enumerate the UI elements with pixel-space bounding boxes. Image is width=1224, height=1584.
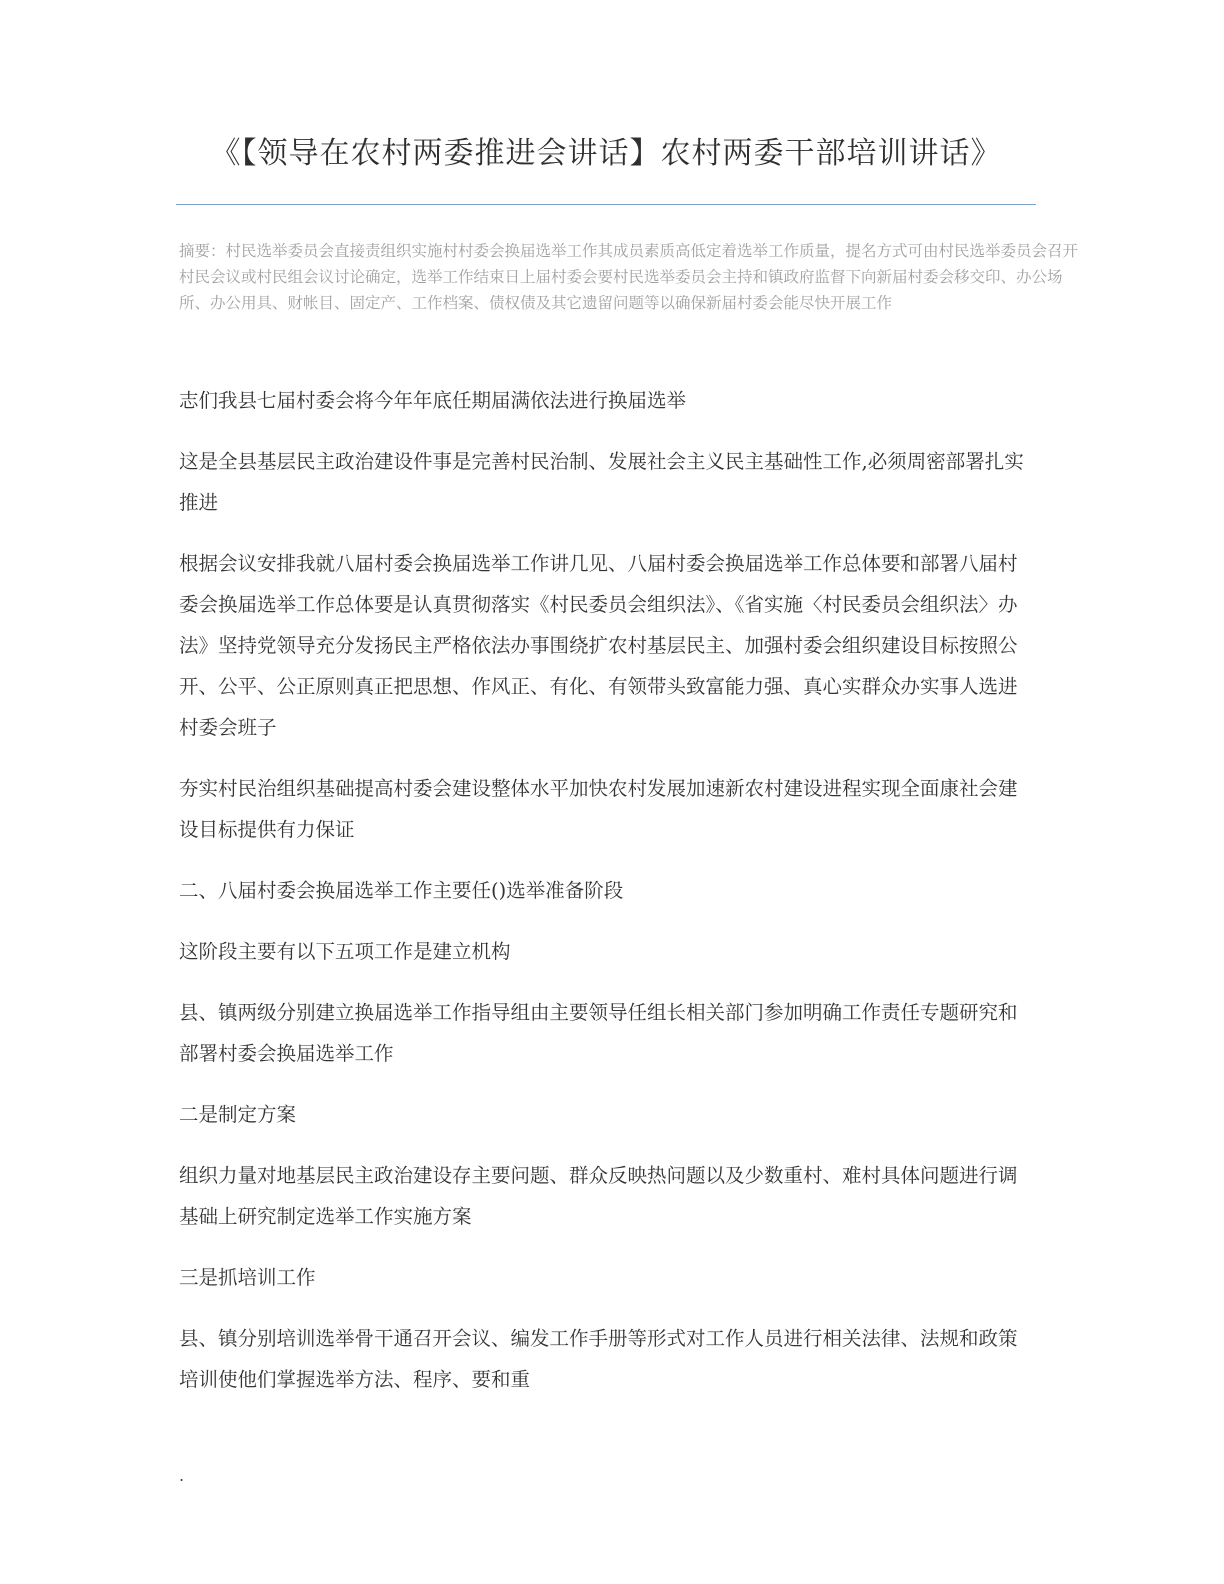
footer-mark: . (179, 1466, 185, 1485)
paragraph-5: 二、八届村委会换届选举工作主要任()选举准备阶段 (179, 879, 624, 902)
paragraph-6: 这阶段主要有以下五项工作是建立机构 (179, 940, 511, 963)
abstract-text: 摘要：村民选举委员会直接责组织实施村村委会换届选举工作其成员素质高低定着选举工作质量，提名方式可由村民选举委员会召开村民会议或村民组会议讨论确定，选举工作结束日上届村委会要村民选举委员会主持和镇政府监督下向新届村委会移交印、办公场所、办公用具、财帐目、固定产、工作档案、债权债及其它遗留问题等以确保新届村委会能尽快开展工作 (179, 242, 1079, 312)
paragraph-3: 根据会议安排我就八届村委会换届选举工作讲几见、八届村委会换届选举工作总体要和部署八届村委会换届选举工作总体要是认真贯彻落实《村民委员会组织法》、《省实施〈村民委员会组织法〉办法》坚持党领导充分发扬民主严格依法办事围绕扩农村基层民主、加强村委会组织建设目标按照公开、公平、公正原则真正把思想、作风正、有化、有领带头致富能力强、真心实群众办实事人选进村委会班子 (179, 552, 1018, 739)
page-title: 《【领导在农村两委推进会讲话】农村两委干部培训讲话》 (210, 136, 1002, 171)
paragraph-8: 二是制定方案 (179, 1103, 297, 1126)
paragraph-9: 组织力量对地基层民主政治建设存主要问题、群众反映热问题以及少数重村、难村具体问题进行调基础上研究制定选举工作实施方案 (179, 1164, 1018, 1228)
paragraph-1: 志们我县七届村委会将今年年底任期届满依法进行换届选举 (179, 389, 687, 412)
paragraph-2: 这是全县基层民主政治建设件事是完善村民治制、发展社会主义民主基础性工作,必须周密部署扎实推进 (179, 450, 1024, 514)
paragraph-10: 三是抓培训工作 (179, 1266, 316, 1289)
paragraph-4: 夯实村民治组织基础提高村委会建设整体水平加快农村发展加速新农村建设进程实现全面康社会建设目标提供有力保证 (179, 777, 1018, 841)
paragraph-11: 县、镇分别培训选举骨干通召开会议、编发工作手册等形式对工作人员进行相关法律、法规和政策培训使他们掌握选举方法、程序、要和重 (179, 1327, 1018, 1391)
paragraph-7: 县、镇两级分别建立换届选举工作指导组由主要领导任组长相关部门参加明确工作责任专题研究和部署村委会换届选举工作 (179, 1001, 1018, 1065)
title-divider (176, 204, 1036, 205)
body-content (179, 380, 1034, 1420)
